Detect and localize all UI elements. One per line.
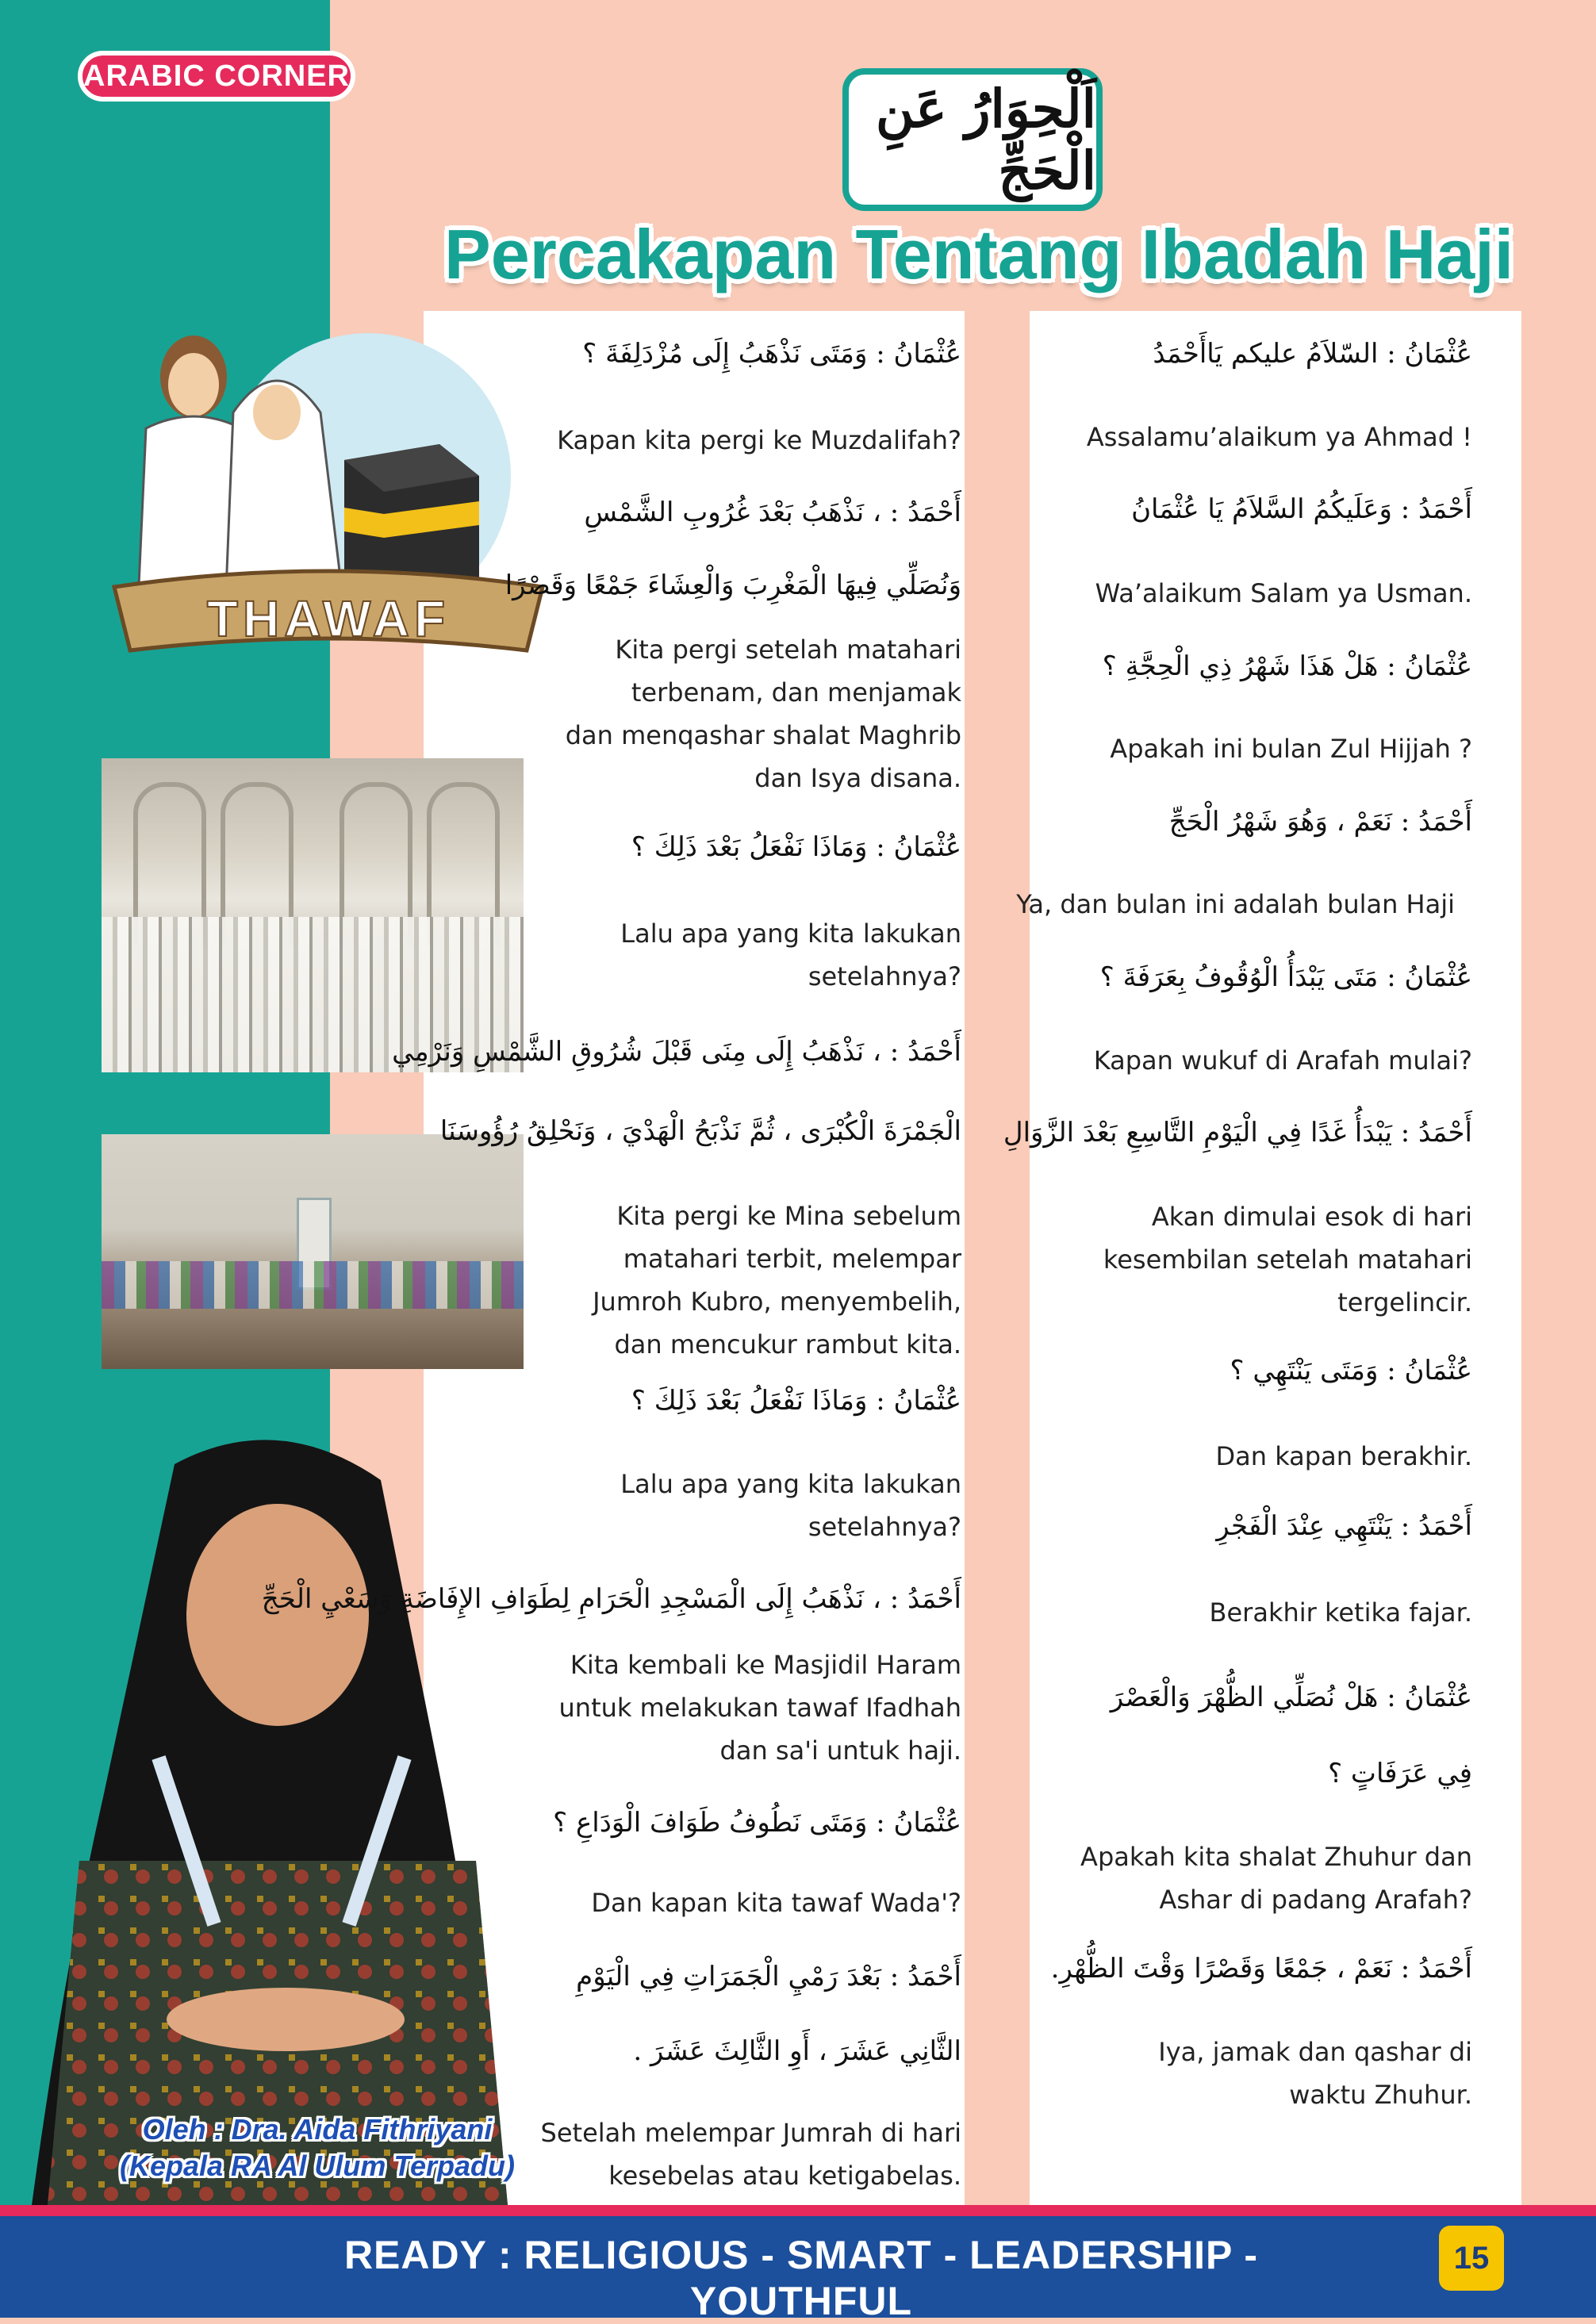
dialogue-line: dan Isya disana. (754, 763, 961, 793)
dialogue-line: أَحْمَدُ : يَنْتَهِي عِنْدَ الْفَجْرِ (1216, 1510, 1472, 1542)
dialogue-line: Kita pergi setelah matahari (615, 635, 961, 665)
dialogue-line: أَحْمَدُ : ، نَذْهَبُ بَعْدَ غُرُوبِ الشَّمْسِ (584, 497, 961, 528)
dialogue-line: Apakah kita shalat Zhuhur dan (1080, 1842, 1472, 1872)
dialogue-line: عُثْمَانُ : هَلْ هَذَا شَهْرُ ذِي الْحِجَّةِ ؟ (1102, 650, 1472, 682)
author-name: Oleh : Dra. Aida Fithriyani (142, 2113, 493, 2146)
author-photo (32, 1417, 516, 2205)
dialogue-line: Apakah ini bulan Zul Hijjah ? (1110, 734, 1472, 764)
dialogue-line: أَحْمَدُ : بَعْدَ رَمْيِ الْجَمَرَاتِ فِي الْيَوْمِ (576, 1961, 961, 1992)
dialogue-line: Kita pergi ke Mina sebelum (616, 1201, 961, 1231)
author-caption (95, 2111, 539, 2184)
arabic-title: اَلْحِوَارُ عَنِ الْحَجِّ (876, 78, 1096, 201)
dialogue-line: dan mencukur rambut kita. (614, 1329, 961, 1360)
dialogue-line: Lalu apa yang kita lakukan (620, 1469, 961, 1499)
dialogue-line: عُثْمَانُ : وَمَتَى يَنْتَهِي ؟ (1230, 1355, 1472, 1386)
dialogue-line: Lalu apa yang kita lakukan (620, 918, 961, 949)
dialogue-line: waktu Zhuhur. (1289, 2080, 1472, 2110)
dialogue-line: Kapan wukuf di Arafah mulai? (1093, 1045, 1472, 1076)
dialogue-line: kesembilan setelah matahari (1103, 1244, 1472, 1275)
footer-motto: READY : RELIGIOUS - SMART - LEADERSHIP - YOUTHFUL (343, 2233, 1259, 2323)
dialogue-line: وَنُصَلِّي فِيهَا الْمَغْرِبَ وَالْعِشَاءَ جَمْعًا وَقَصْرًا (505, 569, 961, 601)
dialogue-line: tergelincir. (1337, 1287, 1472, 1317)
author-role: (Kepala RA Al Ulum Terpadu) (119, 2150, 516, 2182)
masjid-crowd-photo (102, 758, 524, 1072)
footer-stripe (0, 2205, 1596, 2216)
dialogue-line: أَحْمَدُ : وَعَلَيكُمُ السَّلاَمُ يَا عُثْمَانُ (1131, 493, 1472, 525)
dialogue-line: عُثْمَانُ : مَتَى يَبْدَأُ الْوُقُوفُ بِعَرَفَةَ ؟ (1099, 961, 1472, 993)
dialogue-line: dan menqashar shalat Maghrib (565, 720, 961, 750)
dialogue-line: matahari terbit, melempar (623, 1244, 961, 1274)
page-number: 15 (1439, 2226, 1504, 2291)
dialogue-line: Assalamu’alaikum ya Ahmad ! (1086, 422, 1472, 452)
dialogue-line: terbenam, dan menjamak (631, 677, 961, 708)
arabic-title-box (842, 68, 1103, 211)
dialogue-line: عُثْمَانُ : هَلْ نُصَلِّي الظُّهْرَ وَالْعَصْرَ (1110, 1682, 1472, 1713)
dialogue-line: setelahnya? (808, 1512, 961, 1542)
dialogue-line: Ya, dan bulan ini adalah bulan Haji (1016, 889, 1455, 919)
dialogue-line: Dan kapan berakhir. (1215, 1441, 1472, 1471)
dialogue-line: عُثْمَانُ : وَمَتَى نَطُوفُ طَوَافَ الْوَدَاعِ ؟ (553, 1807, 961, 1839)
thawaf-label: THAWAF (206, 590, 451, 647)
dialogue-line: أَحْمَدُ : ، نَذْهَبُ إِلَى الْمَسْجِدِ الْحَرَامِ لِطَوَافِ الإِفَاضَةِ وَسَعْيِ الْحَجِّ (261, 1583, 961, 1615)
dialogue-line: Setelah melempar Jumrah di hari (540, 2118, 961, 2148)
dialogue-line: untuk melakukan tawaf Ifadhah (558, 1693, 961, 1723)
arafah-hill-photo (102, 1134, 524, 1369)
thawaf-illustration (106, 317, 551, 690)
dialogue-line: Jumroh Kubro, menyembelih, (593, 1287, 961, 1317)
dialogue-line: عُثْمَانُ : وَمَاذَا نَفْعَلُ بَعْدَ ذَلِكَ ؟ (631, 831, 961, 863)
dialogue-line: kesebelas atau ketigabelas. (608, 2161, 961, 2191)
dialogue-line: Kapan kita pergi ke Muzdalifah? (557, 425, 961, 455)
dialogue-line: dan sa'i untuk haji. (719, 1735, 961, 1766)
dialogue-line: عُثْمَانُ : وَمَاذَا نَفْعَلُ بَعْدَ ذَلِكَ ؟ (631, 1385, 961, 1417)
dialogue-line: أَحْمَدُ : ، نَذْهَبُ إِلَى مِنَى قَبْلَ شُرُوقِ الشَّمْسِ وَنَرْمِي (392, 1036, 961, 1068)
dialogue-line: الْجَمْرَةَ الْكُبْرَى ، ثُمَّ نَذْبَحُ الْهَدْيَ ، وَنَحْلِقُ رُؤُوسَنَا (439, 1115, 961, 1147)
dialogue-line: Iya, jamak dan qashar di (1158, 2037, 1472, 2067)
dialogue-line: Berakhir ketika fajar. (1209, 1597, 1472, 1628)
dialogue-line: Dan kapan kita tawaf Wada'? (591, 1888, 961, 1918)
dialogue-line: Wa’alaikum Salam ya Usman. (1095, 578, 1472, 608)
page-title: Percakapan Tentang Ibadah Haji (444, 215, 1514, 293)
dialogue-line: Kita kembali ke Masjidil Haram (570, 1650, 961, 1680)
dialogue-line: Akan dimulai esok di hari (1151, 1202, 1472, 1232)
dialogue-line: أَحْمَدُ : نَعَمْ ، جَمْعًا وَقَصْرًا وَقْتَ الظُّهْرِ. (1050, 1953, 1472, 1985)
dialogue-line: أَحْمَدُ : نَعَمْ ، وَهُوَ شَهْرُ الْحَجِّ (1168, 806, 1472, 838)
dialogue-line: setelahnya? (808, 961, 961, 991)
dialogue-line: Ashar di padang Arafah? (1159, 1885, 1472, 1915)
dialogue-line: الثَّانِي عَشَرَ ، أَوِ الثَّالِثَ عَشَرَ . (633, 2035, 961, 2067)
dialogue-line: أَحْمَدُ : يَبْدَأُ غَدًا فِي الْيَوْمِ التَّاسِعِ بَعْدَ الزَّوَالِ (1003, 1117, 1472, 1149)
arabic-corner-badge: ARABIC CORNER (78, 51, 355, 102)
dialogue-line: عُثْمَانُ : وَمَتَى نَذْهَبُ إِلَى مُزْدَلِفَةَ ؟ (582, 338, 961, 370)
dialogue-line: فِي عَرَفَاتٍ ؟ (1328, 1758, 1472, 1789)
dialogue-line: عُثْمَانُ : السّلاَمُ عليكم يَاأَحْمَدُ (1153, 338, 1472, 370)
